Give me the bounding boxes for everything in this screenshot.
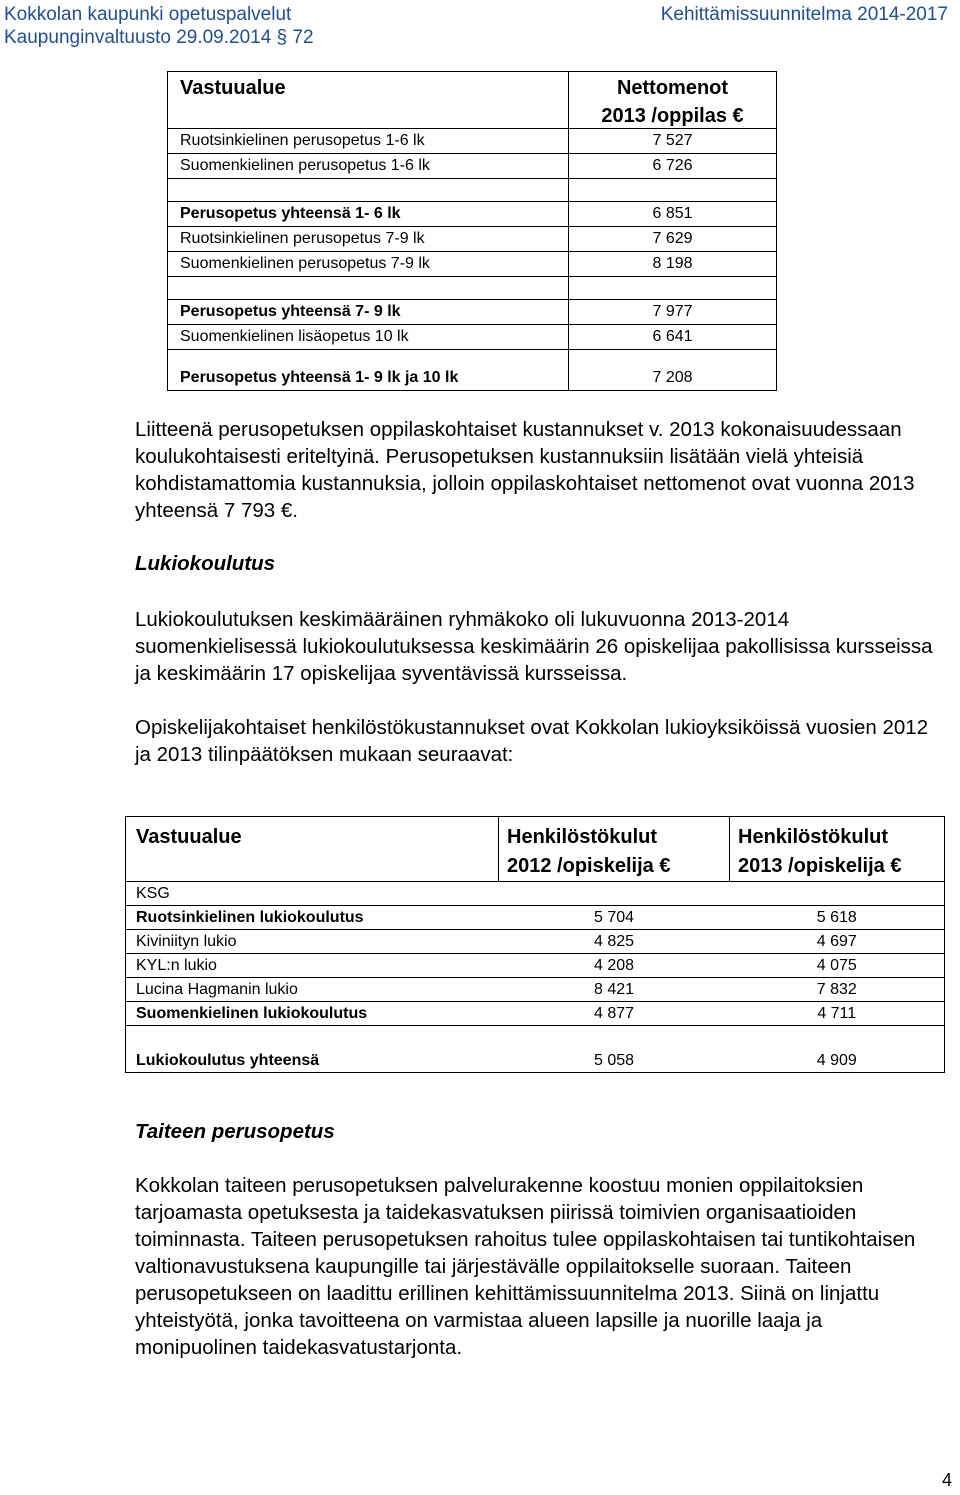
table-row: Perusopetus yhteensä 7- 9 lk 7 977 [168,300,777,325]
table-row: KYL:n lukio 4 208 4 075 [126,954,945,978]
table-row: Perusopetus yhteensä 1- 6 lk 6 851 [168,202,777,227]
table-row: Lucina Hagmanin lukio 8 421 7 832 [126,978,945,1002]
paragraph-costs: Liitteenä perusopetuksen oppilaskohtaiset kustannukset v. 2013 kokonaisuudessaan koulukohtaisesti eriteltyinä. Perusopetuksen kustannuksiin lisätään vielä yhteisiä kohdistamattomia kustannuksia, jolloin oppilaskohtaiset nettomenot ovat vuonna 2013 yhteensä 7 793 €. [135,418,915,522]
table-row-total: Lukiokoulutus yhteensä 5 058 4 909 [136,1052,857,1069]
table-row: Kiviniityn lukio 4 825 4 697 [126,930,945,954]
table-row: Suomenkielinen lisäopetus 10 lk 6 641 [168,325,777,350]
paragraph-staff-costs: Opiskelijakohtaiset henkilöstökustannukset ovat Kokkolan lukioyksiköissä vuosien 2012 ja 2013 tilinpäätöksen mukaan seuraavat: [135,716,929,766]
table-row-spacer [126,1026,945,1049]
header-org: Kokkolan kaupunki opetuspalvelut [4,4,292,25]
col-header-net: Nettomenot [569,72,777,101]
col-header-net-unit: 2013 /oppilas € [569,100,777,129]
col-header-2013: Henkilöstökulut [730,817,945,852]
table-row-spacer [168,277,777,300]
table-row: Suomenkielinen perusopetus 7-9 lk 8 198 [168,252,777,277]
col-header-area: Vastuualue [180,77,286,99]
header-doc-title: Kehittämissuunnitelma 2014-2017 [660,4,948,25]
paragraph-art-education: Kokkolan taiteen perusopetuksen palvelurakenne koostuu monien oppilaitoksien tarjoamasta opetuksesta ja taidekasvatuksen piirissä toimivien organisaatioiden toiminnasta. Taiteen perusopetuksen rahoitus tulee oppilaskohtaisen tai tuntikohtaisen valtionavustuksena kaupungille tai järjestävälle oppilaitokselle suoraan. Taiteen perusopetukseen on laadittu erillinen kehittämissuunnitelma 2013. Siinä on linjattu yhteistyötä, jonka tavoitteena on varmistaa alueen lapsille ja nuorille laaja ja monipuolinen taidekasvatustarjonta. [135,1174,916,1359]
table-row: Suomenkielinen perusopetus 1-6 lk 6 726 [168,154,777,179]
page-number: 4 [941,1470,952,1490]
heading-lukiokoulutus: Lukiokoulutus [135,552,276,575]
table-row-spacer [168,179,777,202]
table-row: Ruotsinkielinen perusopetus 1-6 lk 7 527 [168,129,777,154]
col-header-2013-unit: 2013 /opiskelija € [730,851,945,882]
table-row: Ruotsinkielinen lukiokoulutus 5 704 5 618 [126,906,945,930]
table-row: Perusopetus yhteensä 1- 9 lk ja 10 lk 7 208 [168,350,777,391]
table-row: Ruotsinkielinen perusopetus 7-9 lk 7 629 [168,227,777,252]
col-header-2012: Henkilöstökulut [499,817,730,852]
paragraph-group-size: Lukiokoulutuksen keskimääräinen ryhmäkoko oli lukuvuonna 2013-2014 suomenkielisessä lukiokoulutuksessa keskimäärin 26 opiskelijaa pakollisissa kursseissa ja keskimäärin 17 opiskelijaa syventävissä kursseissa. [135,608,933,685]
col-header-2012-unit: 2012 /opiskelija € [499,851,730,882]
table-row: Suomenkielinen lukiokoulutus 4 877 4 711 [126,1002,945,1026]
heading-taiteen-perusopetus: Taiteen perusopetus [135,1120,335,1143]
col-header-area: Vastuualue [136,826,242,848]
net-cost-table [167,71,777,391]
table-row: KSG [126,882,945,906]
staff-cost-table [125,816,945,1073]
header-meeting: Kaupunginvaltuusto 29.09.2014 § 72 [4,27,314,48]
